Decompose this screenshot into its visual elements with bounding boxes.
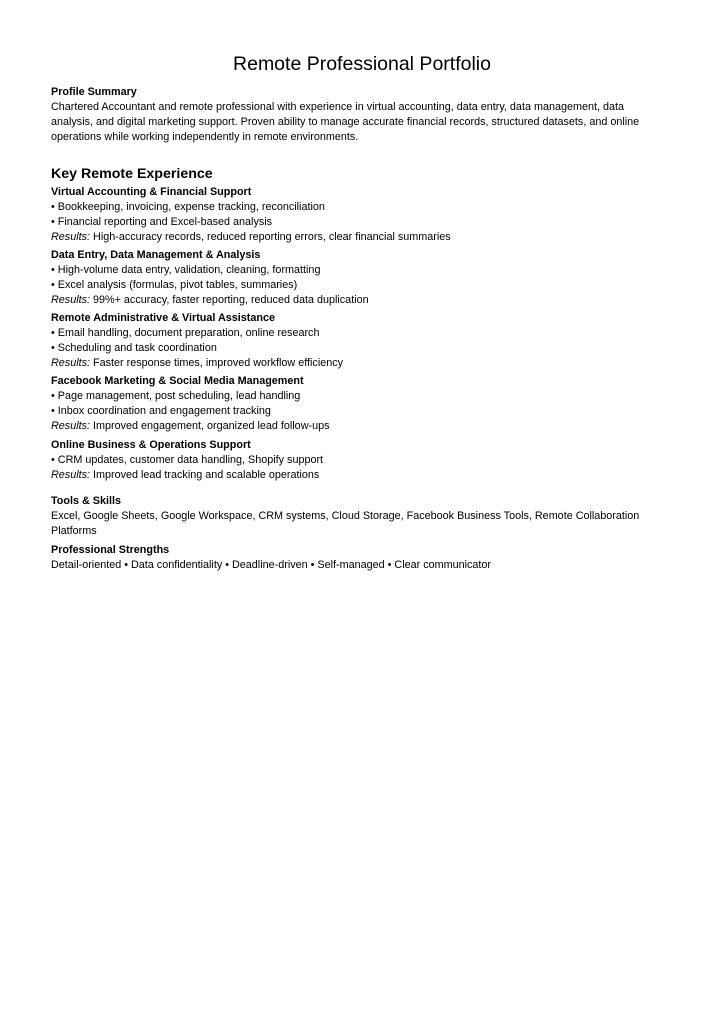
role-bullet: • High-volume data entry, validation, cleaning, formatting (51, 264, 321, 276)
results-text: 99%+ accuracy, faster reporting, reduced data duplication (90, 294, 369, 306)
role-title: Facebook Marketing & Social Media Management (51, 375, 304, 387)
strengths-heading: Professional Strengths (51, 544, 170, 556)
experience-section (51, 165, 661, 183)
role-title: Data Entry, Data Management & Analysis (51, 249, 261, 261)
experience-role (51, 185, 661, 245)
results-text: Improved engagement, organized lead follow-ups (90, 420, 330, 432)
experience-role (51, 248, 661, 308)
profile-summary-section (51, 85, 661, 145)
results-label: Results: (51, 420, 91, 432)
role-title: Remote Administrative & Virtual Assistance (51, 312, 276, 324)
role-title: Virtual Accounting & Financial Support (51, 186, 252, 198)
role-bullet: • Scheduling and task coordination (51, 342, 217, 354)
profile-summary-heading: Profile Summary (51, 86, 137, 98)
tools-skills-section (51, 494, 661, 539)
profile-summary-text: Chartered Accountant and remote professional with experience in virtual accounting, data entry, data management, data analysis, and digital marketing support. Proven ability to manage accurate financial records, structured datasets, and online operations while working independently in remote environments. (51, 101, 640, 143)
results-text: Improved lead tracking and scalable operations (90, 469, 320, 481)
results-label: Results: (51, 294, 91, 306)
experience-role (51, 374, 661, 434)
role-bullet: • Page management, post scheduling, lead handling (51, 390, 301, 402)
role-bullet: • Inbox coordination and engagement tracking (51, 405, 271, 417)
role-bullet: • Excel analysis (formulas, pivot tables, summaries) (51, 279, 298, 291)
role-results (51, 468, 661, 483)
results-label: Results: (51, 357, 91, 369)
results-label: Results: (51, 231, 91, 243)
role-title: Online Business & Operations Support (51, 439, 251, 451)
tools-skills-text: Excel, Google Sheets, Google Workspace, CRM systems, Cloud Storage, Facebook Business Tools, Remote Collaboration Platforms (51, 510, 640, 537)
strengths-text: Detail-oriented • Data confidentiality • Deadline-driven • Self-managed • Clear communicator (51, 559, 492, 571)
role-results (51, 419, 661, 434)
role-bullet: • Bookkeeping, invoicing, expense tracking, reconciliation (51, 201, 325, 213)
role-bullet: • Email handling, document preparation, online research (51, 327, 320, 339)
experience-role (51, 438, 661, 483)
results-label: Results: (51, 469, 91, 481)
role-results (51, 356, 661, 371)
tools-skills-heading: Tools & Skills (51, 495, 121, 507)
results-text: Faster response times, improved workflow efficiency (90, 357, 344, 369)
role-results (51, 230, 661, 245)
strengths-section (51, 543, 661, 573)
experience-role (51, 311, 661, 371)
role-bullet: • CRM updates, customer data handling, Shopify support (51, 454, 324, 466)
role-bullet: • Financial reporting and Excel-based analysis (51, 216, 273, 228)
experience-heading: Key Remote Experience (51, 166, 213, 182)
page-title: Remote Professional Portfolio (233, 53, 491, 75)
role-results (51, 293, 661, 308)
results-text: High-accuracy records, reduced reporting errors, clear financial summaries (90, 231, 451, 243)
